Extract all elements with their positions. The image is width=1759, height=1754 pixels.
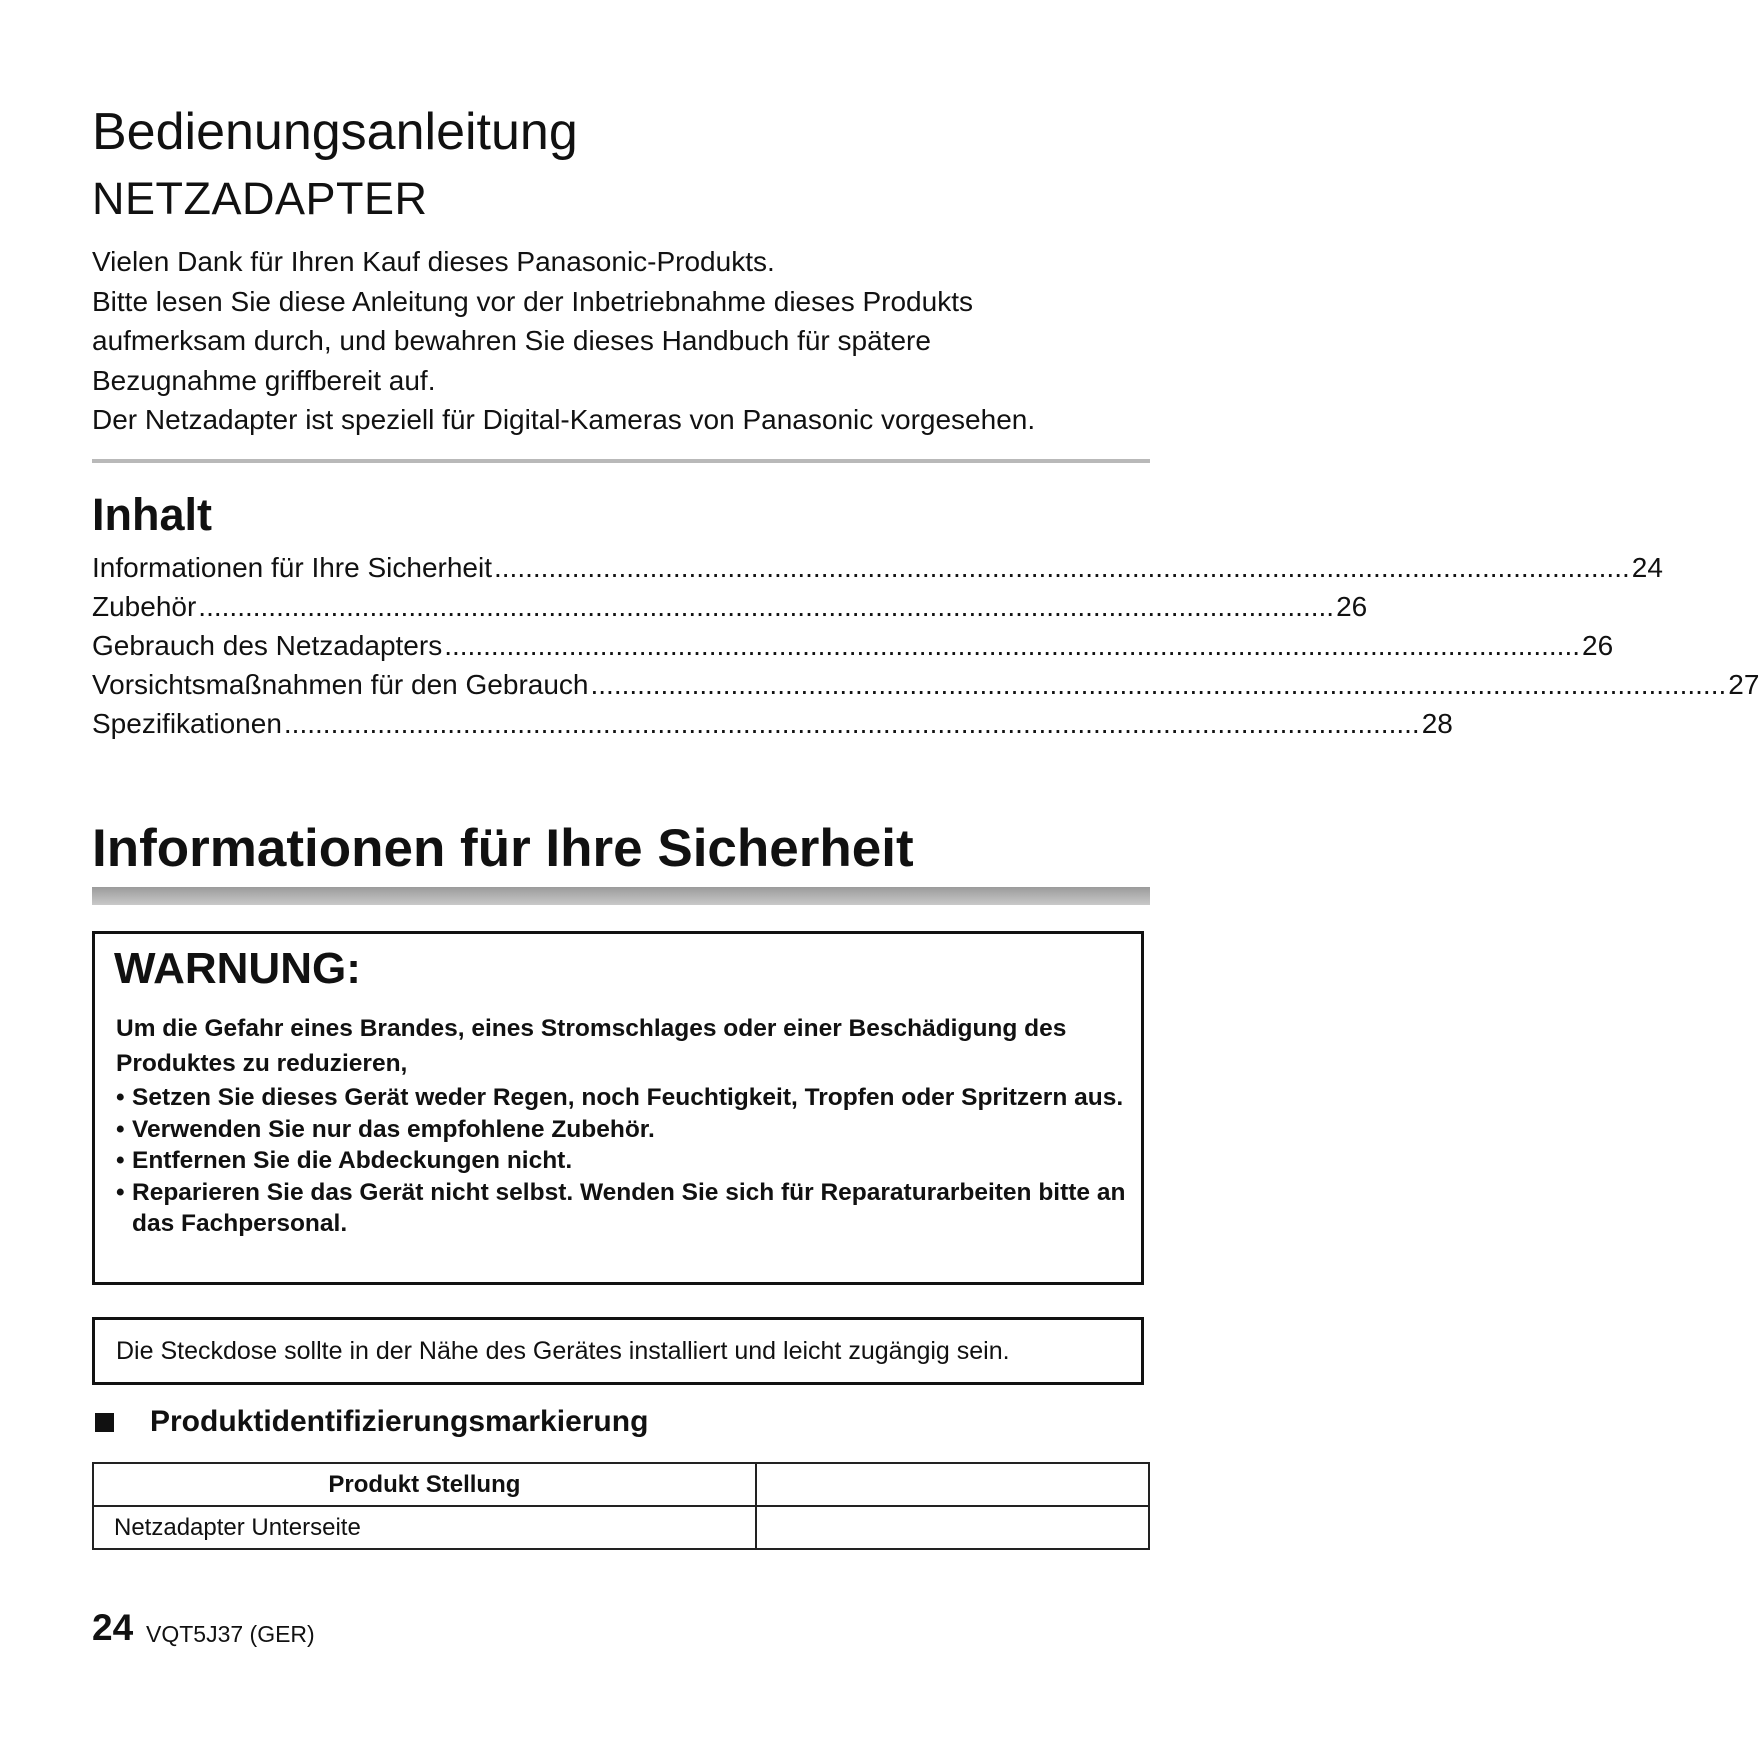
intro-line: Der Netzadapter ist speziell für Digital-Kameras von Panasonic vorgesehen. (92, 404, 1036, 435)
table-header-cell (756, 1463, 1149, 1506)
intro-line: Vielen Dank für Ihren Kauf dieses Panasonic-Produkts. (92, 246, 775, 277)
table-header-row (93, 1463, 1149, 1506)
toc-leader-dots: .................................................................................................................................................. (198, 591, 1335, 622)
safety-heading: Informationen für Ihre Sicherheit (92, 819, 914, 878)
product-id-table (92, 1462, 1150, 1550)
toc-entry[interactable] (92, 665, 1759, 704)
toc-entry[interactable] (92, 587, 1368, 626)
intro-line: aufmerksam durch, und bewahren Sie dieses Handbuch für spätere (92, 325, 931, 356)
toc-entry-label: Vorsichtsmaßnahmen für den Gebrauch (92, 669, 589, 700)
page-number: 24 (92, 1607, 134, 1648)
table-header-cell: Produkt Stellung (93, 1463, 756, 1506)
warning-lead: Um die Gefahr eines Brandes, eines Stromschlages oder einer Beschädigung des Produktes zu reduzieren, (116, 1015, 1067, 1077)
toc-entry-page: 28 (1421, 708, 1453, 739)
toc-entry[interactable] (92, 548, 1663, 587)
toc-entry-label: Gebrauch des Netzadapters (92, 630, 443, 661)
toc-entry[interactable] (92, 704, 1453, 743)
square-bullet-icon (95, 1413, 114, 1432)
table-of-contents (92, 548, 1759, 743)
section-divider (92, 459, 1150, 463)
table-cell: Netzadapter Unterseite (93, 1506, 756, 1549)
warning-list (116, 1082, 1136, 1240)
document-code: VQT5J37 (GER) (146, 1621, 315, 1647)
toc-entry-label: Zubehör (92, 591, 197, 622)
toc-leader-dots: .................................................................................................................................................. (590, 669, 1727, 700)
intro-line: Bitte lesen Sie diese Anleitung vor der Inbetriebnahme dieses Produkts (92, 285, 973, 317)
product-id-heading: Produktidentifizierungsmarkierung (150, 1405, 649, 1438)
toc-entry-label: Spezifikationen (92, 708, 282, 739)
warning-title: WARNUNG: (114, 944, 361, 993)
toc-leader-dots: .................................................................................................................................................. (283, 708, 1420, 739)
warning-item: • Entfernen Sie die Abdeckungen nicht. (116, 1145, 1136, 1177)
toc-entry-page: 27 (1728, 669, 1759, 700)
warning-item: • Setzen Sie dieses Gerät weder Regen, noch Feuchtigkeit, Tropfen oder Spritzern aus. (116, 1082, 1136, 1114)
note-text: Die Steckdose sollte in der Nähe des Gerätes installiert und leicht zugängig sein. (116, 1337, 1010, 1365)
toc-entry-page: 24 (1631, 552, 1663, 583)
toc-leader-dots: .................................................................................................................................................. (444, 630, 1580, 661)
toc-leader-dots: .................................................................................................................................................. (493, 552, 1630, 583)
warning-item: • Reparieren Sie das Gerät nicht selbst. Wenden Sie sich für Reparaturarbeiten bitte an das Fachpersonal. (116, 1177, 1136, 1240)
toc-heading: Inhalt (92, 489, 212, 540)
heading-underline-bar (92, 887, 1150, 905)
warning-item: • Verwenden Sie nur das empfohlene Zubehör. (116, 1114, 1136, 1146)
toc-entry-page: 26 (1582, 630, 1614, 661)
toc-entry-page: 26 (1336, 591, 1368, 622)
table-cell (756, 1506, 1149, 1549)
intro-paragraph (92, 242, 1152, 440)
page-title: Bedienungsanleitung (92, 103, 578, 161)
intro-line: Bezugnahme griffbereit auf. (92, 364, 436, 396)
toc-entry[interactable] (92, 626, 1614, 665)
page-subtitle: NETZADAPTER (92, 173, 428, 224)
table-row (93, 1506, 1149, 1549)
toc-entry-label: Informationen für Ihre Sicherheit (92, 552, 492, 583)
